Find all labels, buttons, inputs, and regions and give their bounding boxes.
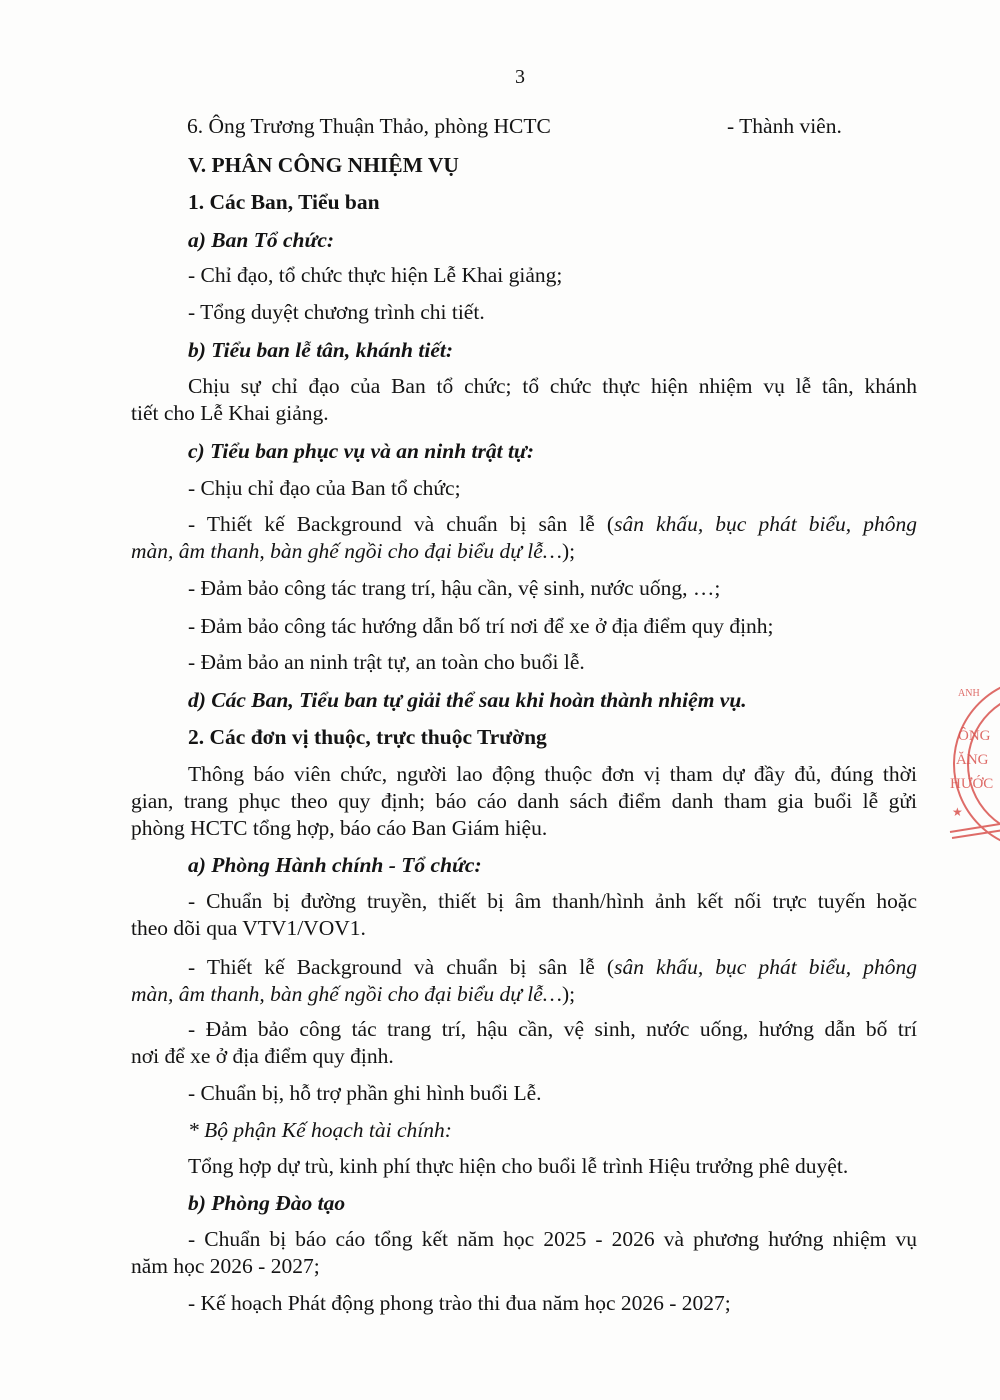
list-item: - Thiết kế Background và chuẩn bị sân lễ (sân khấu, bục phát biểu, phông — [188, 955, 917, 979]
page-number: 3 — [515, 66, 525, 88]
item-heading: c) Tiểu ban phục vụ và an ninh trật tự: — [188, 439, 534, 463]
paragraph-line: gian, trang phục theo quy định; báo cáo danh sách điểm danh tham gia buổi lễ gửi — [131, 789, 917, 813]
list-item: - Chuẩn bị, hỗ trợ phần ghi hình buổi Lễ. — [188, 1081, 542, 1105]
paragraph-line: phòng HCTC tổng hợp, báo cáo Ban Giám hiệu. — [131, 816, 548, 840]
list-item: - Chuẩn bị đường truyền, thiết bị âm thanh/hình ảnh kết nối trực tuyến hoặc — [188, 889, 917, 913]
item-heading: b) Tiểu ban lễ tân, khánh tiết: — [188, 338, 453, 362]
list-item-continued: năm học 2026 - 2027; — [131, 1254, 320, 1278]
paragraph-line: tiết cho Lễ Khai giảng. — [131, 401, 329, 425]
list-item-continued: màn, âm thanh, bàn ghế ngồi cho đại biểu dự lễ…); — [131, 539, 576, 563]
list-item-continued: theo dõi qua VTV1/VOV1. — [131, 916, 366, 940]
list-item-continued: nơi để xe ở địa điểm quy định. — [131, 1044, 394, 1068]
list-item-continued: màn, âm thanh, bàn ghế ngồi cho đại biểu dự lễ…); — [131, 982, 576, 1006]
list-item: - Chịu chỉ đạo của Ban tổ chức; — [188, 476, 461, 500]
seal-text: HƯỚC — [950, 776, 994, 792]
paragraph-line: Tổng hợp dự trù, kinh phí thực hiện cho buổi lễ trình Hiệu trưởng phê duyệt. — [188, 1154, 849, 1178]
svg-text:★: ★ — [952, 805, 963, 819]
list-item: - Đảm bảo an ninh trật tự, an toàn cho buổi lễ. — [188, 650, 585, 674]
list-item: - Đảm bảo công tác hướng dẫn bố trí nơi để xe ở địa điểm quy định; — [188, 614, 774, 638]
member-line: 6. Ông Trương Thuận Thảo, phòng HCTC — [187, 114, 551, 138]
list-item: - Chuẩn bị báo cáo tổng kết năm học 2025 - 2026 và phương hướng nhiệm vụ — [188, 1227, 917, 1251]
official-seal-stamp — [948, 672, 1000, 852]
member-role: - Thành viên. — [727, 114, 842, 138]
paragraph-line: Chịu sự chỉ đạo của Ban tổ chức; tổ chức thực hiện nhiệm vụ lễ tân, khánh — [188, 374, 917, 398]
list-item: - Đảm bảo công tác trang trí, hậu cần, vệ sinh, nước uống, …; — [188, 576, 721, 600]
item-heading: a) Ban Tổ chức: — [188, 228, 335, 252]
list-item: - Tổng duyệt chương trình chi tiết. — [188, 300, 485, 324]
section-heading: V. PHÂN CÔNG NHIỆM VỤ — [188, 153, 459, 177]
seal-text: ÔNG — [958, 728, 991, 744]
list-item: - Thiết kế Background và chuẩn bị sân lễ (sân khấu, bục phát biểu, phông — [188, 512, 917, 536]
list-item: - Đảm bảo công tác trang trí, hậu cần, vệ sinh, nước uống, hướng dẫn bố trí — [188, 1017, 917, 1041]
item-heading: d) Các Ban, Tiểu ban tự giải thể sau khi hoàn thành nhiệm vụ. — [188, 688, 747, 712]
list-item: - Kế hoạch Phát động phong trào thi đua năm học 2026 - 2027; — [188, 1291, 731, 1315]
paragraph-line: Thông báo viên chức, người lao động thuộc đơn vị tham dự đầy đủ, đúng thời — [188, 762, 917, 786]
item-heading: a) Phòng Hành chính - Tổ chức: — [188, 853, 482, 877]
seal-text: ĂNG — [956, 752, 989, 768]
subsection-heading: 2. Các đơn vị thuộc, trực thuộc Trường — [188, 725, 547, 749]
seal-text: ANH — [958, 688, 980, 699]
list-item: - Chỉ đạo, tổ chức thực hiện Lễ Khai giảng; — [188, 263, 563, 287]
finance-heading: * Bộ phận Kế hoạch tài chính: — [188, 1118, 452, 1142]
item-heading: b) Phòng Đào tạo — [188, 1191, 346, 1215]
subsection-heading: 1. Các Ban, Tiểu ban — [188, 190, 380, 214]
